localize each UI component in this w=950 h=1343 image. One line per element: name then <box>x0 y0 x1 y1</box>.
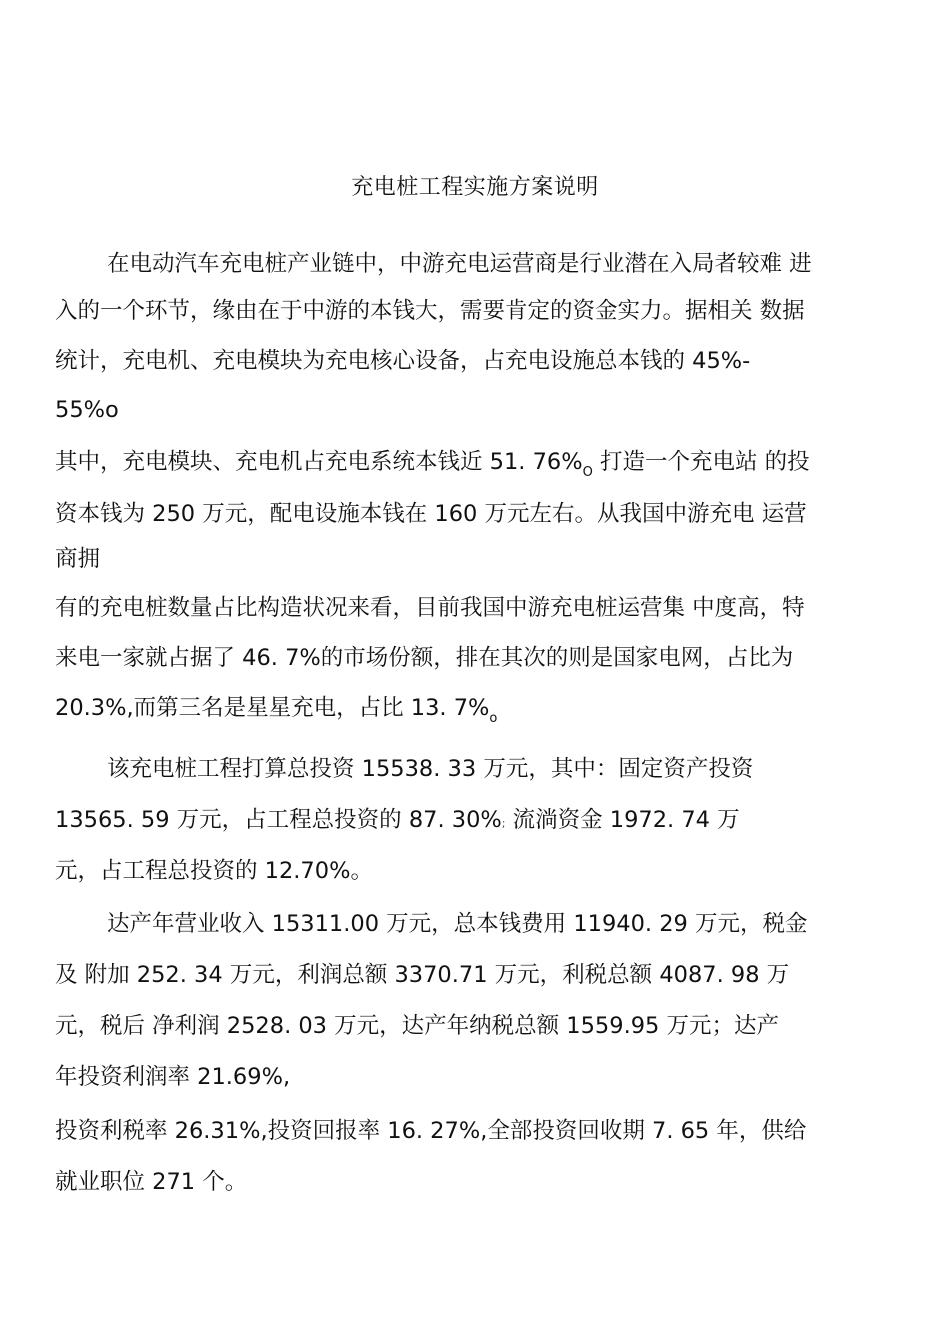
punctuation-mark: ; <box>501 817 506 830</box>
text-line: 就业职位 271 个。 <box>55 1169 248 1195</box>
text-segment: 打造一个充电站 的投 <box>592 449 810 475</box>
text-line: 达产年营业收入 15311.00 万元，总本钱费用 11940. 29 万元，税金 <box>107 911 808 937</box>
text-line: 年投资利润率 21.69%, <box>55 1064 291 1090</box>
text-segment: 其中，充电模块、充电机占充电系统本钱近 51. 76% <box>55 449 583 475</box>
subscript-mark: O <box>582 465 593 480</box>
text-segment: 20.3%,而第三名是星星充电，占比 13. 7% <box>55 695 490 721</box>
text-line: 资本钱为 250 万元，配电设施本钱在 160 万元左右。从我国中游充电 运营 <box>55 501 807 527</box>
text-segment: 13565. 59 万元，占工程总投资的 87. 30% <box>55 807 502 833</box>
text-line: 元，占工程总投资的 12.70%。 <box>55 858 373 884</box>
text-line <box>55 451 810 479</box>
text-line: 元，税后 净利润 2528. 03 万元，达产年纳税总额 1559.95 万元；达产 <box>55 1013 779 1039</box>
text-segment: 流淌资金 1972. 74 万 <box>505 807 740 833</box>
text-line: 投资利税率 26.31%,投资回报率 16. 27%,全部投资回收期 7. 65 年，供给 <box>55 1118 807 1144</box>
text-line: 有的充电桩数量占比构造状况来看，目前我国中游充电桩运营集 中度高，特 <box>55 595 805 621</box>
text-line: 55%o <box>55 397 119 423</box>
text-line <box>55 697 497 725</box>
text-line: 来电一家就占据了 46. 7%的市场份额，排在其次的则是国家电网，占比为 <box>55 645 794 671</box>
text-line: 商拥 <box>55 546 101 572</box>
text-line: 在电动汽车充电桩产业链中，中游充电运营商是行业潜在入局者较难 进 <box>107 251 812 277</box>
text-line: 该充电桩工程打算总投资 15538. 33 万元，其中：固定资产投资 <box>107 756 754 782</box>
text-line: 及 附加 252. 34 万元，利润总额 3370.71 万元，利税总额 4087. 98 万 <box>55 962 790 988</box>
text-line: 入的一个环节，缘由在于中游的本钱大，需要肯定的资金实力。据相关 数据 <box>55 298 805 324</box>
document-title: 充电桩工程实施方案说明 <box>351 175 599 200</box>
subscript-mark: o <box>489 711 498 726</box>
text-line: 统计，充电机、充电模块为充电核心设备，占充电设施总本钱的 45%- <box>55 348 751 374</box>
text-line <box>55 809 740 832</box>
